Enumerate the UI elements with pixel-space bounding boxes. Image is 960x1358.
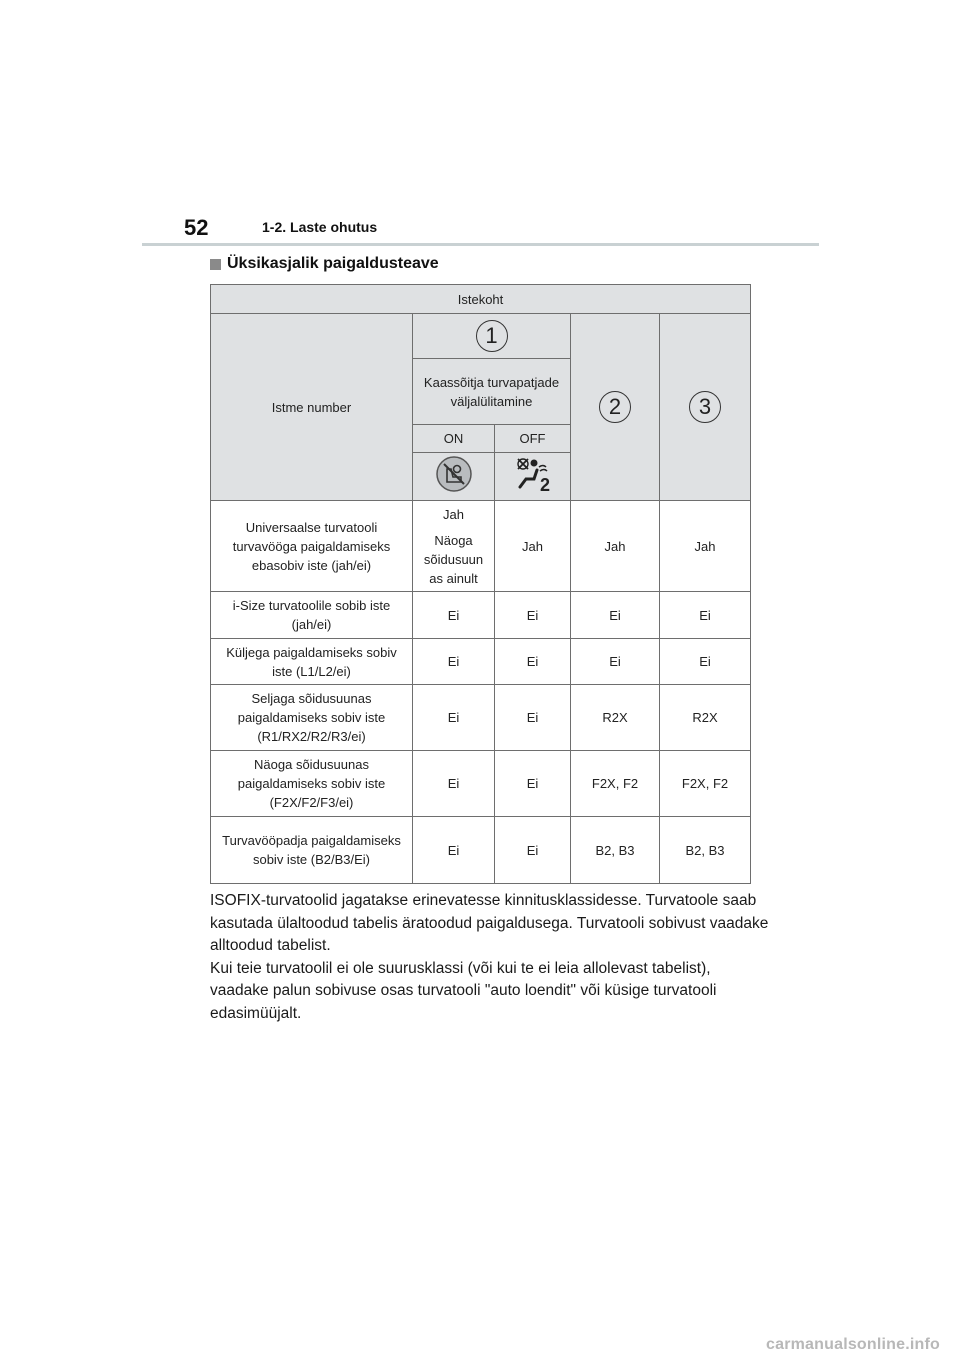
row-label: Universaalse turvatooli turvavööga paigaldamiseks ebasobiv iste (jah/ei) (211, 501, 413, 592)
cell-off: Ei (495, 639, 571, 685)
square-bullet-icon (210, 259, 221, 270)
airbag-on-label: ON (413, 425, 495, 453)
seat-number-3: 3 (689, 391, 721, 423)
table-row (211, 817, 751, 884)
cell-on (413, 501, 495, 592)
header-divider (142, 243, 819, 246)
table-row (211, 639, 751, 685)
watermark: carmanualsonline.info (766, 1336, 941, 1353)
cell-on-note: Näoga sõidusuun as ainult (423, 532, 484, 586)
cell-seat-2: Jah (571, 501, 660, 592)
cell-seat-3: B2, B3 (660, 817, 751, 884)
cell-on-main: Jah (443, 506, 464, 522)
table-top-header: Istekoht (211, 285, 751, 314)
subheading (210, 255, 439, 273)
seat-1-header (413, 314, 571, 359)
indicator-digit: 2 (539, 475, 550, 493)
seat-number-1: 1 (476, 320, 508, 352)
cell-seat-3: Ei (660, 639, 751, 685)
passenger-airbag-indicator-cell (495, 453, 571, 501)
cell-seat-3: F2X, F2 (660, 751, 751, 817)
body-text (210, 890, 770, 1025)
table-row (211, 501, 751, 592)
seat-number-label: Istme number (211, 314, 413, 501)
cell-off: Ei (495, 751, 571, 817)
table-row (211, 592, 751, 639)
cell-off: Ei (495, 685, 571, 751)
cell-off: Jah (495, 501, 571, 592)
cell-seat-3: R2X (660, 685, 751, 751)
table-row (211, 751, 751, 817)
section-title: 1-2. Laste ohutus (262, 219, 378, 235)
page-number: 52 (184, 215, 209, 240)
airbag-off-icon-cell (413, 453, 495, 501)
row-label: Näoga sõidusuunas paigaldamiseks sobiv iste (F2X/F2/F3/ei) (211, 751, 413, 817)
cell-seat-2: B2, B3 (571, 817, 660, 884)
cell-seat-3: Jah (660, 501, 751, 592)
cell-off: Ei (495, 592, 571, 639)
cell-seat-2: Ei (571, 639, 660, 685)
cell-on: Ei (413, 639, 495, 685)
cell-seat-2: Ei (571, 592, 660, 639)
airbag-off-icon (435, 455, 473, 493)
installation-table (210, 284, 751, 884)
row-label: Seljaga sõidusuunas paigaldamiseks sobiv iste (R1/RX2/R2/R3/ei) (211, 685, 413, 751)
seat-number-2: 2 (599, 391, 631, 423)
cell-seat-3: Ei (660, 592, 751, 639)
paragraph-isofix: ISOFIX-turvatoolid jagatakse erinevatesse kinnitusklassidesse. Turvatoole saab kasutada ülaltoodud tabelis äratoodud paigaldusega. Turvatooli sobivust vaadake alltoodud tabelist. (210, 892, 769, 954)
airbag-deactivation-label: Kaassõitja turvapatjade väljalülitamine (413, 359, 571, 425)
cell-seat-2: F2X, F2 (571, 751, 660, 817)
row-label: Küljega paigaldamiseks sobiv iste (L1/L2/ei) (211, 639, 413, 685)
subheading-text: Üksikasjalik paigaldusteave (227, 255, 439, 272)
airbag-off-label: OFF (495, 425, 571, 453)
table-row (211, 685, 751, 751)
row-label: i-Size turvatoolile sobib iste (jah/ei) (211, 592, 413, 639)
cell-on: Ei (413, 685, 495, 751)
cell-on: Ei (413, 751, 495, 817)
cell-off: Ei (495, 817, 571, 884)
row-label: Turvavööpadja paigaldamiseks sobiv iste (B2/B3/Ei) (211, 817, 413, 884)
cell-seat-2: R2X (571, 685, 660, 751)
passenger-airbag-indicator-icon (512, 455, 554, 493)
seat-3-header (660, 314, 751, 501)
cell-on: Ei (413, 817, 495, 884)
cell-on: Ei (413, 592, 495, 639)
paragraph-size-class: Kui teie turvatoolil ei ole suurusklassi (või kui te ei leia allolevast tabelist), vaadake palun sobivuse osas turvatooli "auto loendit" või küsige turvatooli edasimüüjalt. (210, 959, 717, 1022)
seat-2-header (571, 314, 660, 501)
